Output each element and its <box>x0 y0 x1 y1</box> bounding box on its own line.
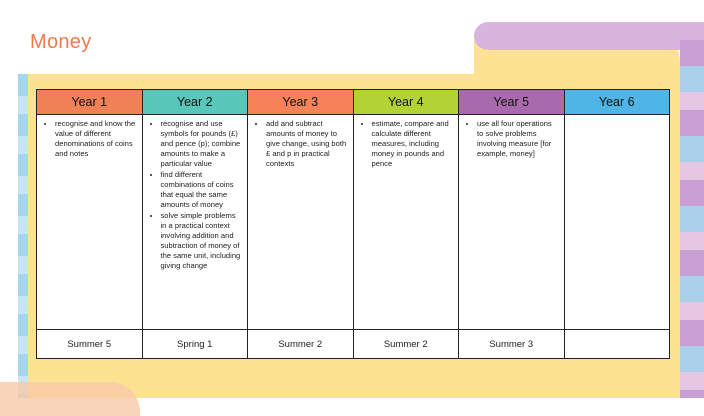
term-cell: Spring 1 <box>142 330 248 359</box>
objectives-cell <box>353 115 459 330</box>
objectives-cell <box>248 115 354 330</box>
objectives-cell <box>37 115 143 330</box>
objectives-cell <box>564 115 670 330</box>
objectives-cell <box>142 115 248 330</box>
term-cell <box>564 330 670 359</box>
term-row <box>37 330 670 359</box>
page-title: Money <box>30 31 92 53</box>
objective-item: • estimate, compare and calculate different measures, including money in pounds and pence <box>372 119 455 169</box>
decorative-band <box>474 22 704 50</box>
decorative-strip-left <box>18 74 28 398</box>
objective-item: • solve simple problems in a practical context involving addition and subtraction of money of the same unit, including giving change <box>161 211 244 271</box>
curriculum-table <box>36 89 670 359</box>
objectives-list <box>463 119 560 159</box>
year-header-row <box>37 90 670 115</box>
year-header: Year 4 <box>353 90 459 115</box>
objective-item: • recognise and know the value of different denominations of coins and notes <box>55 119 138 159</box>
objectives-list <box>147 119 244 271</box>
term-cell: Summer 5 <box>37 330 143 359</box>
objective-item: • use all four operations to solve problems involving measure [for example, money] <box>477 119 560 159</box>
decorative-shape-bottom <box>0 382 140 416</box>
objective-item: • add and subtract amounts of money to give change, using both £ and p in practical contexts <box>266 119 349 169</box>
year-header: Year 5 <box>459 90 565 115</box>
objectives-list <box>252 119 349 169</box>
objectives-list <box>41 119 138 159</box>
objective-item: • find different combinations of coins that equal the same amounts of money <box>161 170 244 210</box>
term-cell: Summer 2 <box>248 330 354 359</box>
objectives-cell <box>459 115 565 330</box>
term-cell: Summer 2 <box>353 330 459 359</box>
year-header: Year 6 <box>564 90 670 115</box>
decorative-strip-right <box>680 40 704 398</box>
year-header: Year 3 <box>248 90 354 115</box>
year-header: Year 2 <box>142 90 248 115</box>
objectives-row <box>37 115 670 330</box>
year-header: Year 1 <box>37 90 143 115</box>
objectives-list <box>358 119 455 169</box>
term-cell: Summer 3 <box>459 330 565 359</box>
objective-item: • recognise and use symbols for pounds (£) and pence (p); combine amounts to make a particular value <box>161 119 244 169</box>
